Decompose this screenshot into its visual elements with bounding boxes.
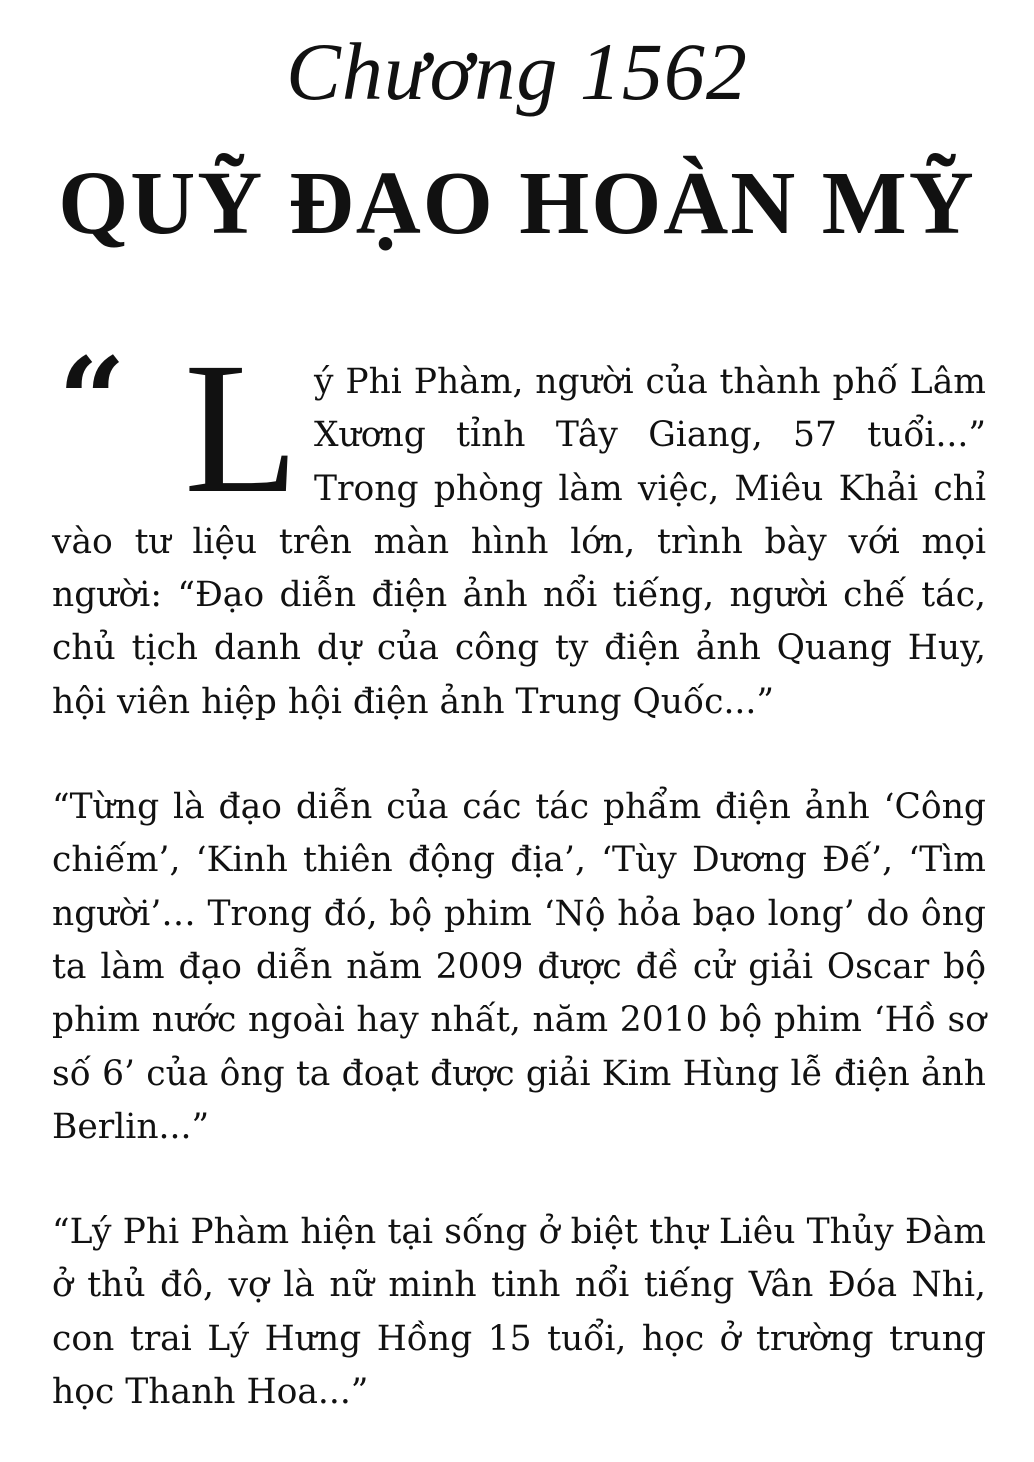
paragraph-2: “Từng là đạo diễn của các tác phẩm điện ảnh ‘Công chiếm’, ‘Kinh thiên động địa’, ‘Tùy Dương Đế’, ‘Tìm người’… Trong đó, bộ phim ‘Nộ hỏa bạo long’ do ông ta làm đạo diễn năm 2009 được đề cử giải Oscar bộ phim nước ngoài hay nhất, năm 2010 bộ phim ‘Hồ sơ số 6’ của ông ta đoạt được giải Kim Hùng lễ điện ảnh Berlin...” (52, 787, 986, 1147)
paragraph-1: ý Phi Phàm, người của thành phố Lâm Xương tỉnh Tây Giang, 57 tuổi...” Trong phòng làm việc, Miêu Khải chỉ vào tư liệu trên màn hình lớn, trình bày với mọi người: “Đạo diễn điện ảnh nổi tiếng, người chế tác, chủ tịch danh dự của công ty điện ảnh Quang Huy, hội viên hiệp hội điện ảnh Trung Quốc...” (52, 362, 986, 722)
dropcap (52, 323, 314, 532)
chapter-title: QUỸ ĐẠO HOÀN MỸ (58, 154, 976, 253)
paragraph-3: “Lý Phi Phàm hiện tại sống ở biệt thự Liêu Thủy Đàm ở thủ đô, vợ là nữ minh tinh nổi tiếng Vân Đóa Nhi, con trai Lý Hưng Hồng 15 tuổi, học ở trường trung học Thanh Hoa...” (52, 1212, 986, 1413)
dropcap-letter: L (184, 323, 299, 532)
chapter-number: Chương 1562 (286, 26, 748, 117)
chapter-body (52, 323, 986, 1419)
dropcap-quote-mark: “ (58, 331, 126, 470)
